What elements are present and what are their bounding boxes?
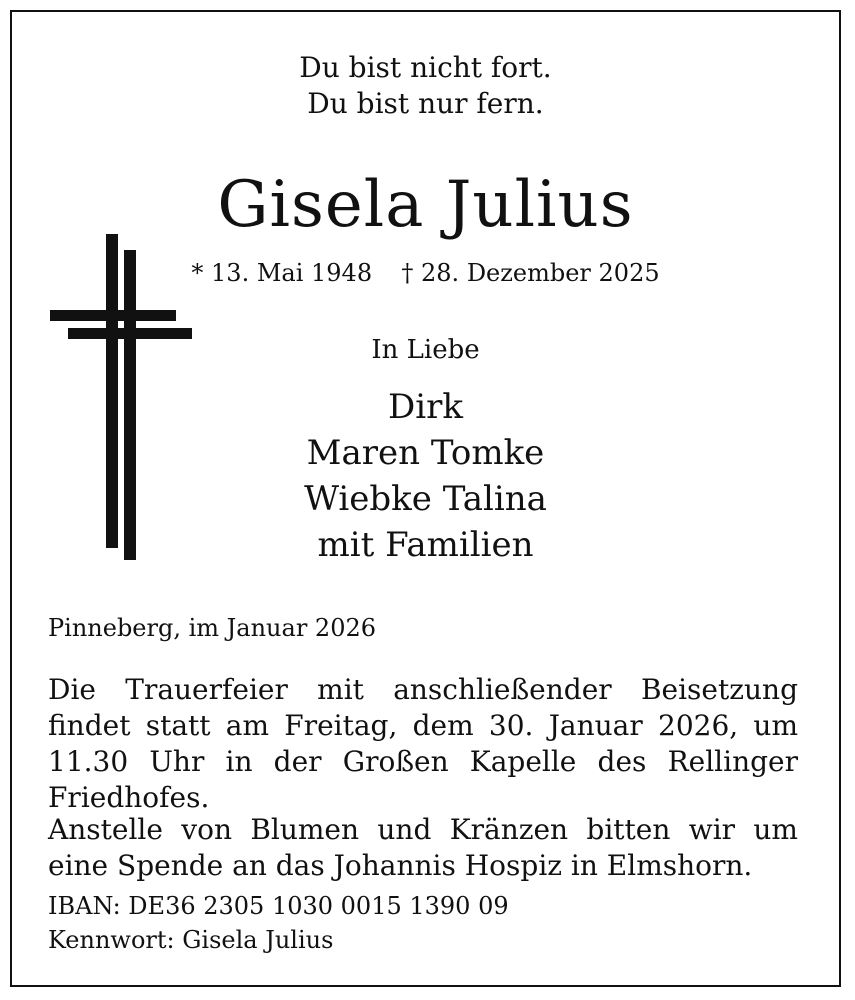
- donation-text: Anstelle von Blumen und Kränzen bitten wir um eine Spende an das Johannis Hospiz in Elmshorn.: [48, 813, 798, 882]
- birth-date: 13. Mai 1948: [211, 259, 373, 287]
- deceased-name: Gisela Julius: [217, 168, 634, 242]
- death-date: 28. Dezember 2025: [421, 259, 660, 287]
- motto-line-1: Du bist nicht fort.: [299, 51, 552, 84]
- motto-line-2: Du bist nur fern.: [307, 87, 544, 120]
- family-member-3: Wiebke Talina: [304, 479, 547, 519]
- birth-symbol: *: [191, 259, 204, 287]
- keyword: Kennwort: Gisela Julius: [48, 926, 334, 954]
- family-member-1: Dirk: [388, 387, 463, 427]
- obituary-card: [10, 10, 841, 987]
- place-date: Pinneberg, im Januar 2026: [48, 614, 376, 642]
- family-member-4: mit Familien: [317, 525, 534, 565]
- family-member-2: Maren Tomke: [306, 433, 545, 473]
- iban: IBAN: DE36 2305 1030 0015 1390 09: [48, 892, 509, 920]
- service-text: Die Trauerfeier mit anschließender Beisetzung findet statt am Freitag, dem 30. Januar 2026, um 11.30 Uhr in der Großen Kapelle des Rellinger Friedhofes.: [48, 673, 798, 814]
- dedication: In Liebe: [371, 335, 480, 365]
- death-symbol: †: [401, 259, 414, 287]
